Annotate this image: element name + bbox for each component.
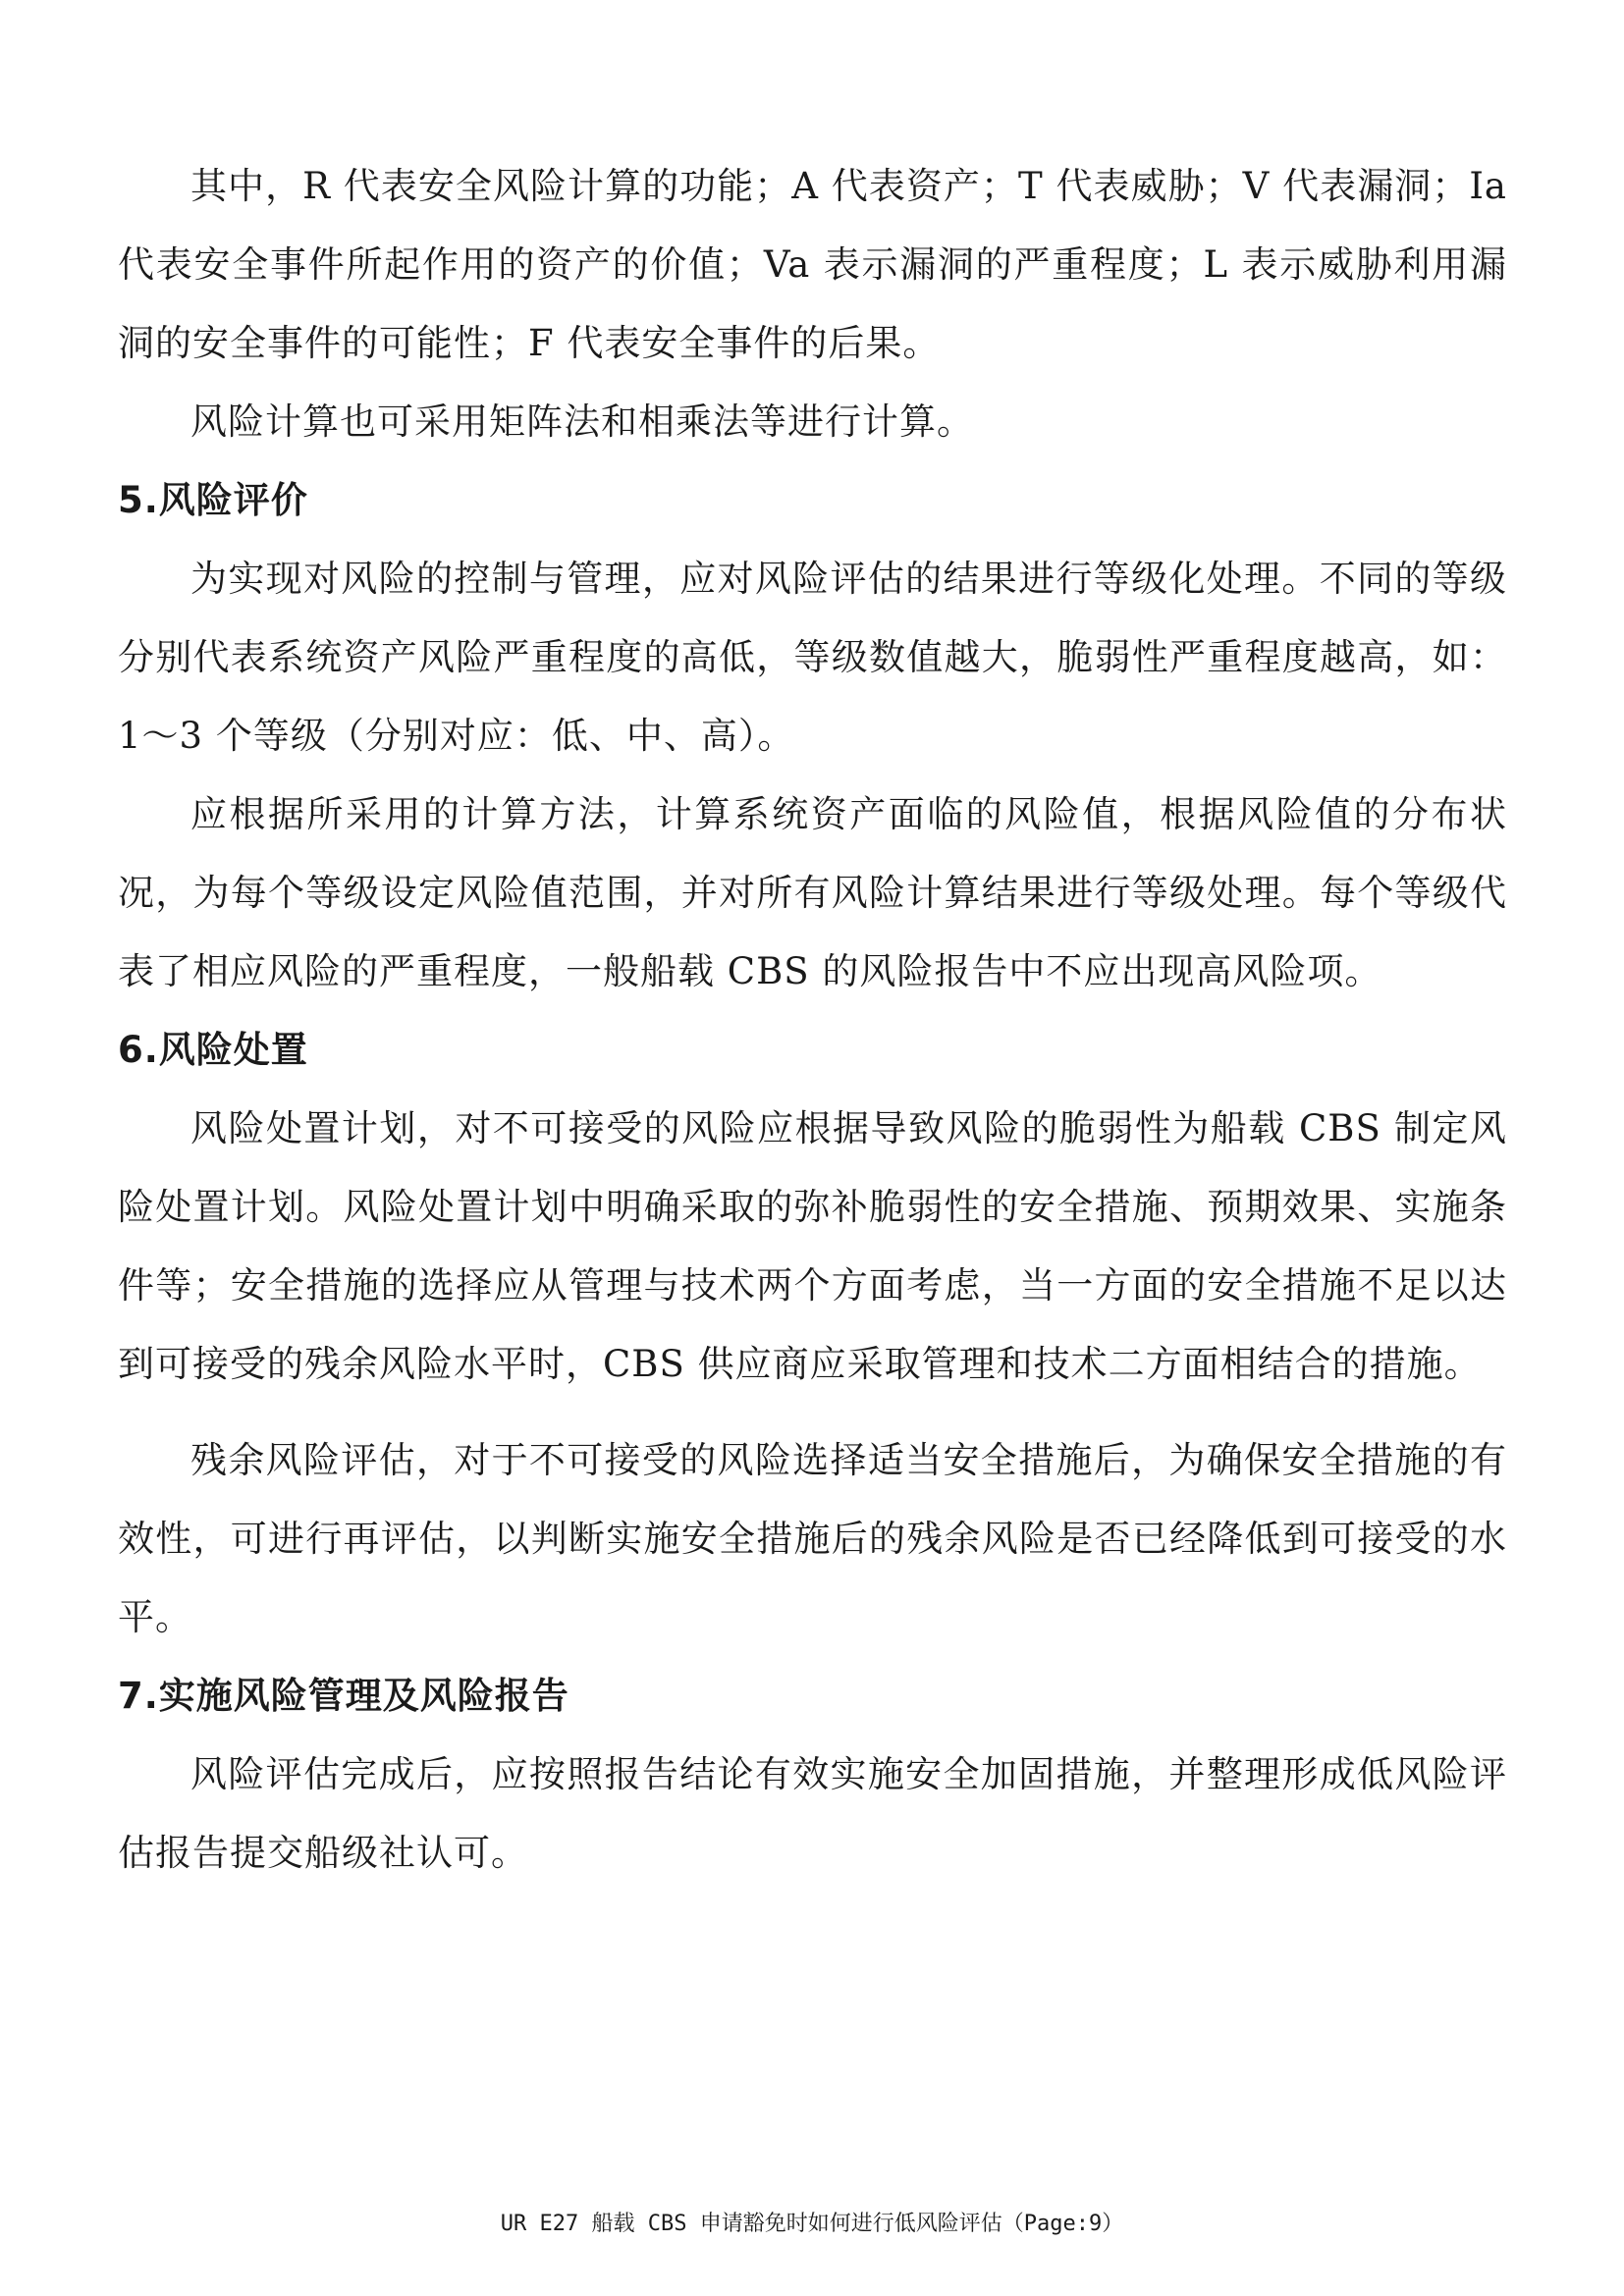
document-body bbox=[118, 147, 1507, 1893]
paragraph-residual-risk: 残余风险评估，对于不可接受的风险选择适当安全措施后，为确保安全措施的有效性，可进行再评估，以判断实施安全措施后的残余风险是否已经降低到可接受的水平。 bbox=[118, 1439, 1507, 1638]
page-footer: UR E27 船载 CBS 申请豁免时如何进行低风险评估（Page:9） bbox=[500, 2212, 1124, 2236]
paragraph-risk-formula-legend: 其中，R 代表安全风险计算的功能；A 代表资产；T 代表威胁；V 代表漏洞；Ia 代表安全事件所起作用的资产的价值；Va 表示漏洞的严重程度；L 表示威胁利用漏洞的安全事件的可能性；F 代表安全事件的后果。 bbox=[118, 165, 1507, 364]
paragraph-risk-value-ranges: 应根据所采用的计算方法，计算系统资产面临的风险值，根据风险值的分布状况，为每个等级设定风险值范围，并对所有风险计算结果进行等级处理。每个等级代表了相应风险的严重程度，一般船载 CBS 的风险报告中不应出现高风险项。 bbox=[118, 793, 1507, 992]
paragraph-risk-grading: 为实现对风险的控制与管理，应对风险评估的结果进行等级化处理。不同的等级分别代表系统资产风险严重程度的高低，等级数值越大，脆弱性严重程度越高，如：1～3 个等级（分别对应：低、中、高）。 bbox=[118, 558, 1507, 757]
paragraph-risk-calculation-methods: 风险计算也可采用矩阵法和相乘法等进行计算。 bbox=[190, 400, 974, 443]
section-heading-risk-management-report: 7.实施风险管理及风险报告 bbox=[118, 1675, 569, 1717]
paragraph-risk-treatment-plan: 风险处置计划，对不可接受的风险应根据导致风险的脆弱性为船载 CBS 制定风险处置计划。风险处置计划中明确采取的弥补脆弱性的安全措施、预期效果、实施条件等；安全措施的选择应从管理与技术两个方面考虑，当一方面的安全措施不足以达到可接受的残余风险水平时，CBS 供应商应采取管理和技术二方面相结合的措施。 bbox=[118, 1107, 1507, 1385]
section-heading-risk-treatment: 6.风险处置 bbox=[118, 1029, 308, 1071]
paragraph-report-submission: 风险评估完成后，应按照报告结论有效实施安全加固措施，并整理形成低风险评估报告提交船级社认可。 bbox=[118, 1753, 1507, 1874]
section-heading-risk-evaluation: 5.风险评价 bbox=[118, 479, 308, 521]
